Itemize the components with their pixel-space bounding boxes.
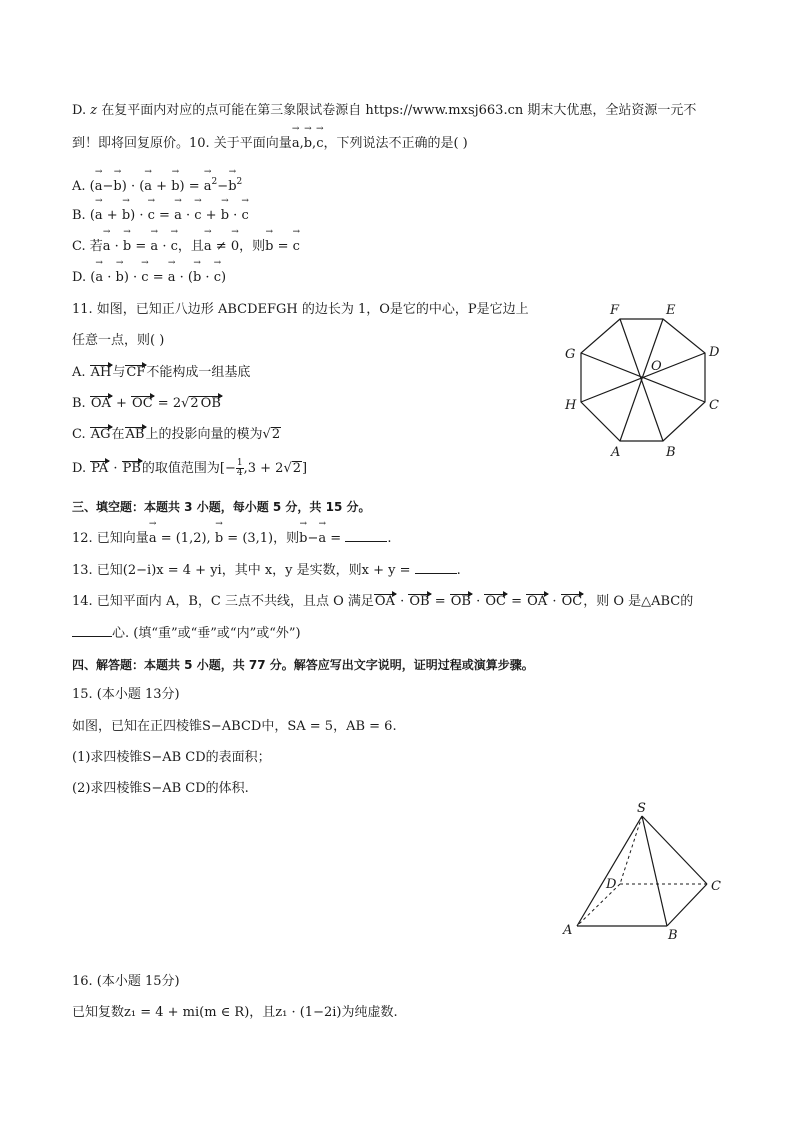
octagon-label-d: D: [709, 345, 720, 360]
q10-stem: 到！即将回复原价。10. 关于平面向量→ a,→ b,→ c，下列说法不正确的是( ): [72, 134, 468, 154]
q15-part2: (2)求四棱锥S−AB CD的体积.: [72, 781, 249, 796]
q14-line1: 14. 已知平面内 A，B，C 三点不共线，且点 O 满足OA · OB = OB · OC = OA · OC，则 O 是△ABC的: [72, 594, 694, 609]
section-4-heading: 四、解答题：本题共 5 小题，共 77 分。解答应写出文字说明，证明过程或演算步骤。: [72, 658, 534, 672]
octagon-label-c: C: [709, 398, 719, 413]
q13: 13. 已知(2−i)x = 4 + yi，其中 x，y 是实数，则x + y = .: [72, 563, 461, 578]
q10-option-b: B. (→ a + → b) · → c = → a · → c + → b · → c: [72, 206, 249, 226]
q10-option-c: C. 若→ a · → b = → a · → c，且→ a ≠ → 0，则→ b = → c: [72, 237, 300, 257]
q9-option-d: D. z 在复平面内对应的点可能在第三象限试卷源自 https://www.mxsj663.cn 期末大优惠，全站资源一元不: [72, 103, 697, 118]
q16-body: 已知复数z₁ = 4 + mi(m ∈ R)，且z₁ · (1−2i)为纯虚数.: [72, 1005, 398, 1020]
octagon-label-e: E: [666, 303, 676, 318]
octagon-label-h: H: [565, 398, 577, 413]
q10-option-d: D. (→ a · → b) · → c = → a · (→ b · → c): [72, 268, 226, 288]
pyramid-figure: [555, 800, 735, 945]
octagon-label-g: G: [565, 347, 576, 362]
q11-option-c: C. AG在AB上的投影向量的模为√2: [72, 427, 281, 442]
section-3-heading: 三、填空题：本题共 3 小题，每小题 5 分，共 15 分。: [72, 500, 371, 514]
pyramid-label-b: B: [668, 928, 678, 943]
pyramid-label-a: A: [563, 923, 573, 938]
pyramid-label-s: S: [637, 801, 646, 816]
octagon-figure: [560, 296, 730, 466]
q15-body: 如图，已知在正四棱锥S−ABCD中，SA = 5，AB = 6.: [72, 719, 397, 734]
pyramid-label-d: D: [606, 877, 617, 892]
pyramid-label-c: C: [711, 879, 721, 894]
q11-stem-line1: 11. 如图，已知正八边形 ABCDEFGH 的边长为 1，O是它的中心，P是它边上: [72, 302, 529, 317]
octagon-label-a: A: [611, 445, 621, 460]
q11-option-b: B. OA + OC = 2√2 OB: [72, 396, 221, 411]
octagon-label-b: B: [666, 445, 676, 460]
q11-option-a: A. AH与CF不能构成一组基底: [72, 365, 251, 380]
q12: 12. 已知向量→ a = (1,2), → b = (3,1)，则→ b−→ a = .: [72, 529, 391, 549]
octagon-label-o: O: [651, 359, 662, 374]
q15-part1: (1)求四棱锥S−AB CD的表面积；: [72, 750, 271, 765]
octagon-label-f: F: [610, 303, 620, 318]
q16-heading: 16. (本小题 15分): [72, 974, 180, 989]
q10-option-a: A. (→ a−→ b) · (→ a + → b) = → $a^2-\to b^2$: [72, 172, 242, 197]
q15-heading: 15. (本小题 13分): [72, 687, 180, 702]
q11-option-d: D. PA · PB的取值范围为[− $\frac{1}{4}$ ,3 + 2√2]: [72, 458, 308, 478]
q14-line2: 心. (填“重”或“垂”或“内”或“外”): [72, 624, 301, 644]
q11-stem-line2: 任意一点，则( ): [72, 333, 165, 348]
